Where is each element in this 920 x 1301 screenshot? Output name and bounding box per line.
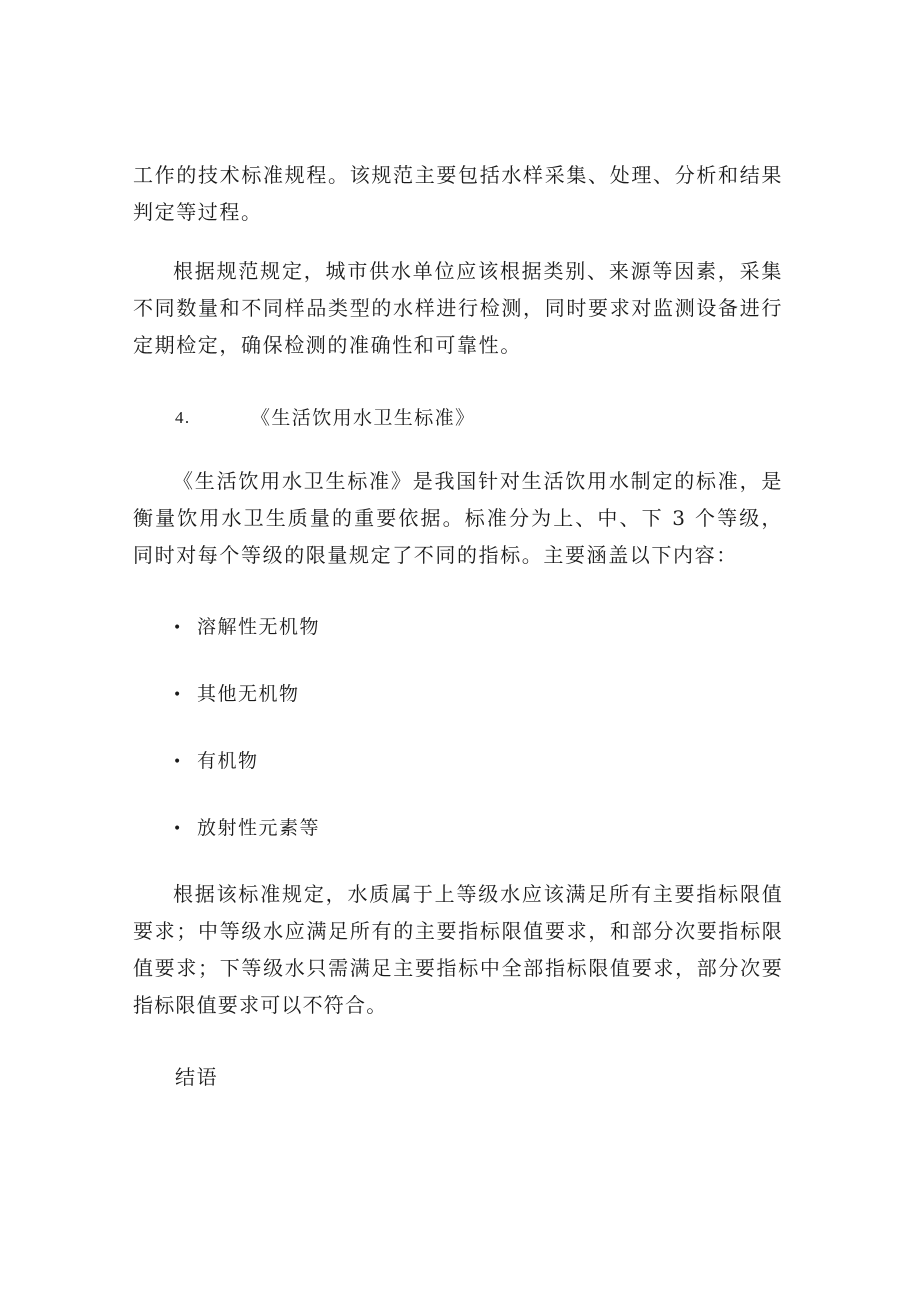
list-item <box>173 813 320 844</box>
list-item-text: 溶解性无机物 <box>197 616 321 638</box>
list-item <box>173 612 320 643</box>
paragraph-standard-overview: 《生活饮用水卫生标准》是我国针对生活饮用水制定的标准，是衡量饮用水卫生质量的重要依据。标准分为上、中、下 3 个等级，同时对每个等级的限量规定了不同的指标。主要涵盖以下内容： <box>133 469 783 567</box>
closing-heading: 结语 <box>175 1065 219 1089</box>
paragraph-sampling-requirements: 根据规范规定，城市供水单位应该根据类别、来源等因素，采集不同数量和不同样品类型的水样进行检测，同时要求对监测设备进行定期检定，确保检测的准确性和可靠性。 <box>133 259 783 357</box>
bullet-icon: • <box>173 687 183 703</box>
bullet-icon: • <box>173 620 183 636</box>
list-item-text: 放射性元素等 <box>197 817 321 839</box>
paragraph-grade-requirements: 根据该标准规定，水质属于上等级水应该满足所有主要指标限值要求；中等级水应满足所有的主要指标限值要求，和部分次要指标限值要求；下等级水只需满足主要指标中全部指标限值要求，部分次要指标限值要求可以不符合。 <box>133 882 783 1017</box>
section-number: 4. <box>175 408 191 427</box>
list-item <box>173 679 300 710</box>
list-item-text: 有机物 <box>197 750 259 772</box>
bullet-icon: • <box>173 821 183 837</box>
list-item <box>173 746 259 777</box>
list-item-text: 其他无机物 <box>197 683 300 705</box>
paragraph-standard-scope: 工作的技术标准规程。该规范主要包括水样采集、处理、分析和结果判定等过程。 <box>133 163 783 224</box>
bullet-icon: • <box>173 754 183 770</box>
section-title: 《生活饮用水卫生标准》 <box>251 407 476 429</box>
